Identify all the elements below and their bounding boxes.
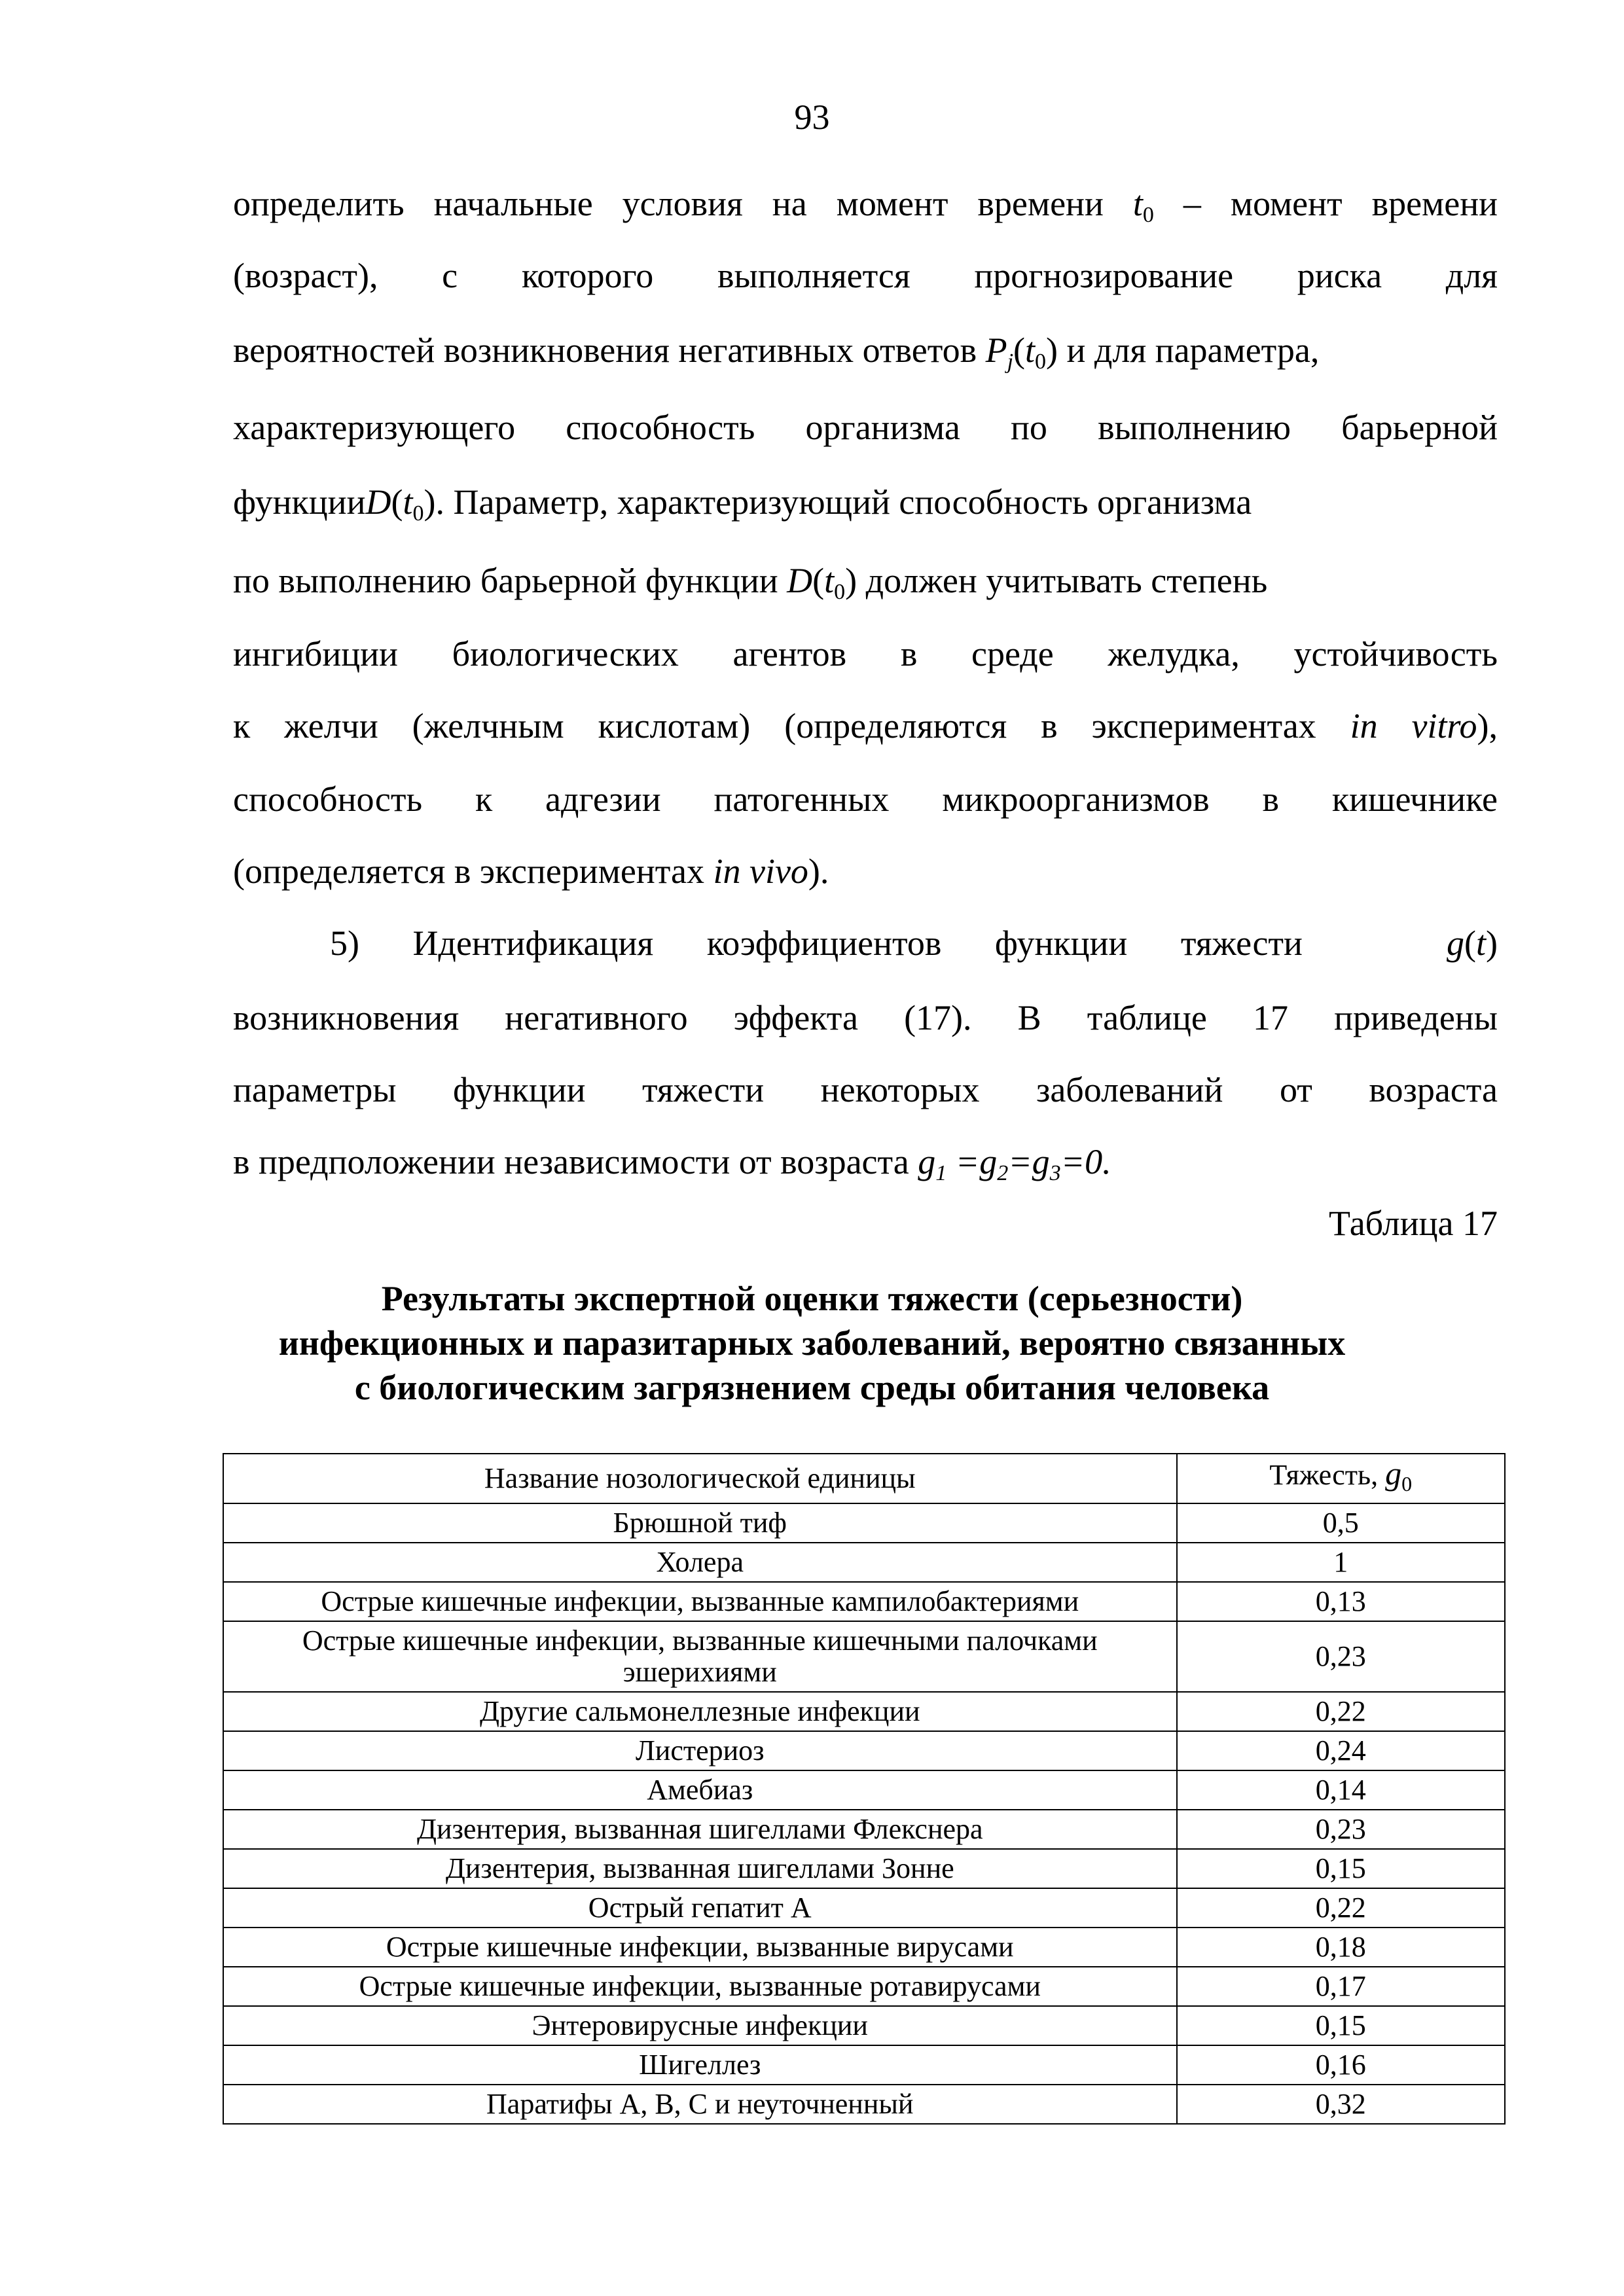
header-severity: Тяжесть, $g_0$ xyxy=(1177,1454,1505,1503)
table-row: Амебиаз 0,14 xyxy=(223,1770,1505,1810)
table-row: Брюшной тиф 0,5 xyxy=(223,1503,1505,1543)
table-row: Острый гепатит А 0,22 xyxy=(223,1888,1505,1928)
page-number: 93 xyxy=(794,98,830,137)
text-line: 5) Идентификация коэффициентов функции тяжести g(t) xyxy=(330,924,1498,963)
table-row: Холера 1 xyxy=(223,1543,1505,1582)
text-line: способность к адгезии патогенных микроорганизмов в кишечнике xyxy=(233,780,1498,819)
text-line: (определяется в экспериментах in vivo). xyxy=(233,852,829,891)
text-line: к желчи (желчным кислотам) (определяются в экспериментах in vitro), xyxy=(233,706,1498,745)
text-line: (возраст), с которого выполняется прогнозирование риска для xyxy=(233,256,1498,295)
text-line: в предположении независимости от возраста g1 =g2=g3=0. xyxy=(233,1142,1111,1185)
text-line: параметры функции тяжести некоторых заболеваний от возраста xyxy=(233,1070,1498,1109)
table-row: Дизентерия, вызванная шигеллами Флекснера 0,23 xyxy=(223,1810,1505,1849)
table-label: Таблица 17 xyxy=(1329,1204,1498,1243)
table-row: Острые кишечные инфекции, вызванные кампилобактериями 0,13 xyxy=(223,1582,1505,1621)
text-line: по выполнению барьерной функции $D(t_0)$ должен учитывать степень xyxy=(233,561,1268,604)
table-row: Шигеллез 0,16 xyxy=(223,2045,1505,2085)
table-row: Энтеровирусные инфекции 0,15 xyxy=(223,2006,1505,2045)
text-line: возникновения негативного эффекта (17). В таблице 17 приведены xyxy=(233,998,1498,1037)
header-name: Название нозологической единицы xyxy=(223,1454,1177,1503)
table-row: Острые кишечные инфекции, вызванные ротавирусами 0,17 xyxy=(223,1967,1505,2006)
table-caption: Результаты экспертной оценки тяжести (серьезности) инфекционных и паразитарных заболеваний, вероятно связанных с биологическим загрязнением среды обитания человека xyxy=(278,1279,1346,1407)
text-line: $функцииD(t_0)$. Параметр, характеризующий способность организма xyxy=(233,482,1252,526)
table-row: Острые кишечные инфекции, вызванные вирусами 0,18 xyxy=(223,1928,1505,1967)
table-header xyxy=(223,1454,1505,1503)
text-line: определить начальные условия на момент времени $t_0$ – момент времени xyxy=(233,184,1498,227)
table-row: Острые кишечные инфекции, вызванные кишечными палочками эшерихиями 0,23 xyxy=(223,1621,1505,1692)
text-line: характеризующего способность организма по выполнению барьерной xyxy=(233,408,1498,447)
text-line: ингибиции биологических агентов в среде желудка, устойчивость xyxy=(233,634,1498,673)
math-var: t xyxy=(1132,184,1143,223)
text-line: вероятностей возникновения негативных ответов $Pj(t_0)$ и для параметра, xyxy=(233,331,1320,374)
table-row: Паратифы А, В, С и неуточненный 0,32 xyxy=(223,2085,1505,2124)
table-row: Другие сальмонеллезные инфекции 0,22 xyxy=(223,1692,1505,1731)
table-row: Листериоз 0,24 xyxy=(223,1731,1505,1770)
severity-table xyxy=(223,1453,1506,2125)
table-row: Дизентерия, вызванная шигеллами Зонне 0,15 xyxy=(223,1849,1505,1888)
